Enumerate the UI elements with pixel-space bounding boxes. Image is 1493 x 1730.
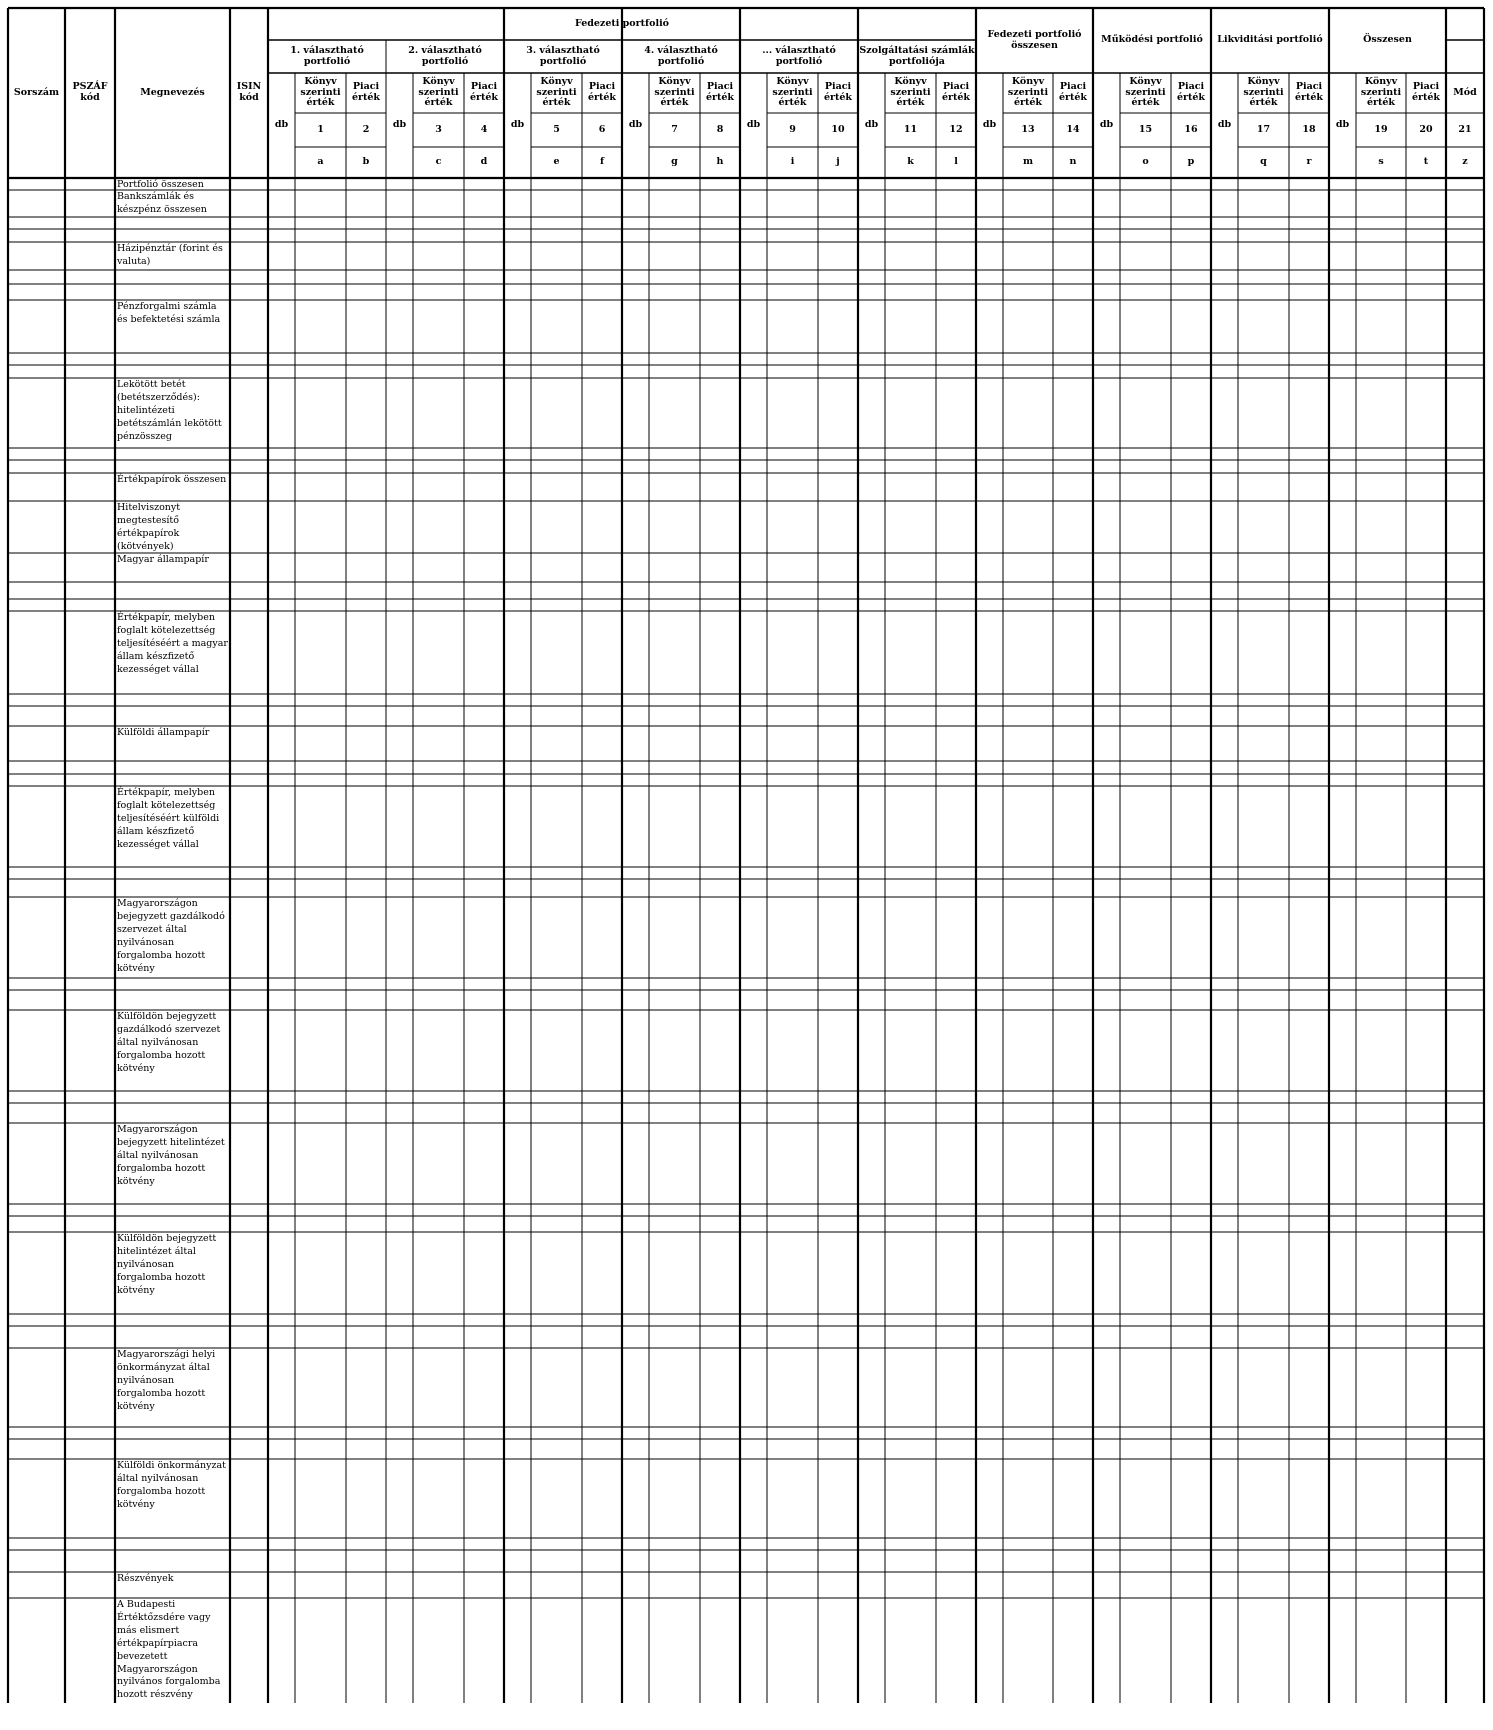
header-colletter-20: t xyxy=(1423,156,1429,168)
header-db-6: db xyxy=(864,119,879,131)
header-colnum-19: 19 xyxy=(1374,123,1388,135)
header-isin-kod: ISIN kód xyxy=(236,81,262,103)
row-label: Magyarországon bejegyzett gazdálkodó szervezet által nyilvánosan forgalomba hozott kötvény xyxy=(117,898,225,974)
header-piaci-2: Piaci érték xyxy=(469,81,499,103)
header-colletter-5: e xyxy=(553,156,560,168)
header-piaci-5: Piaci érték xyxy=(823,81,853,103)
header-colletter-16: p xyxy=(1187,156,1195,168)
row-label xyxy=(115,879,230,897)
row-label: Magyarországon bejegyzett hitelintézet által nyilvánosan forgalomba hozott kötvény xyxy=(117,1124,225,1187)
row-label xyxy=(115,706,230,726)
header-colletter-17: q xyxy=(1260,156,1267,168)
header-colnum-10: 10 xyxy=(831,123,845,135)
header-mukodesi-portfolio: Működési portfolió xyxy=(1101,34,1203,46)
row-label xyxy=(115,229,230,242)
header-db-2: db xyxy=(392,119,407,131)
row-label: Külföldön bejegyzett gazdálkodó szervezet által nyilvánosan forgalomba hozott kötvény xyxy=(117,1011,221,1074)
header-colletter-21: z xyxy=(1462,156,1468,168)
row-label xyxy=(115,1314,230,1326)
row-label: Külföldi önkormányzat által nyilvánosan forgalomba hozott kötvény xyxy=(117,1460,226,1510)
header-colletter-13: m xyxy=(1022,156,1034,168)
row-label xyxy=(115,365,230,378)
row-label: Hitelviszonyt megtestesítő értékpapírok (kötvények) xyxy=(117,502,181,552)
row-label xyxy=(115,448,230,460)
row-label: Pénzforgalmi számla és befektetési számla xyxy=(117,301,221,325)
header-colnum-2: 2 xyxy=(362,123,370,135)
header-colletter-11: k xyxy=(907,156,914,168)
header-db-8: db xyxy=(1099,119,1114,131)
row-label xyxy=(115,694,230,706)
header-konyv-4: Könyv szerinti érték xyxy=(654,76,695,109)
header-portfolio-1: 1. választható portfolió xyxy=(290,44,364,67)
header-konyv-10: Könyv szerinti érték xyxy=(1360,76,1402,109)
row-label: Részvények xyxy=(117,1573,174,1584)
header-piaci-8: Piaci érték xyxy=(1176,81,1206,103)
header-colnum-3: 3 xyxy=(435,123,442,135)
row-label xyxy=(115,990,230,1010)
row-label xyxy=(115,270,230,284)
header-osszesen: Összesen xyxy=(1363,34,1412,46)
header-konyv-2: Könyv szerinti érték xyxy=(418,76,459,109)
header-colnum-1: 1 xyxy=(317,123,324,135)
header-colnum-7: 7 xyxy=(671,123,678,135)
header-colnum-18: 18 xyxy=(1302,123,1316,135)
header-portfolio-4: 4. választható portfolió xyxy=(644,44,718,67)
header-colnum-13: 13 xyxy=(1021,123,1035,135)
header-colnum-20: 20 xyxy=(1419,123,1433,135)
header-colletter-2: b xyxy=(362,156,370,168)
header-pszaf-kod: PSZÁF kód xyxy=(72,81,108,103)
header-colletter-14: n xyxy=(1069,156,1077,168)
header-colletter-12: l xyxy=(954,156,958,168)
header-megnevezes: Megnevezés xyxy=(140,86,205,98)
row-label: Értékpapírok összesen xyxy=(117,474,227,485)
header-konyv-5: Könyv szerinti érték xyxy=(772,76,813,109)
header-portfolio-2: 2. választható portfolió xyxy=(408,44,482,67)
row-label: Értékpapír, melyben foglalt kötelezettség teljesítéséért külföldi állam készfizető kezességet vállal xyxy=(117,787,220,850)
row-label xyxy=(115,284,230,300)
header-db-5: db xyxy=(746,119,761,131)
header-colnum-4: 4 xyxy=(480,123,488,135)
row-label xyxy=(115,1427,230,1439)
row-label: Külföldön bejegyzett hitelintézet által nyilvánosan forgalomba hozott kötvény xyxy=(117,1233,217,1296)
header-colnum-11: 11 xyxy=(903,123,918,135)
header-portfolio-6: Szolgáltatási számlák portfoliója xyxy=(859,44,975,67)
header-db-7: db xyxy=(982,119,997,131)
header-konyv-3: Könyv szerinti érték xyxy=(536,76,577,109)
header-db-9: db xyxy=(1217,119,1232,131)
header-fedezeti-portfolio: Fedezeti portfolió xyxy=(574,17,670,29)
header-colnum-6: 6 xyxy=(598,123,606,135)
header-colnum-12: 12 xyxy=(949,123,963,135)
row-label: Magyarországi helyi önkormányzat által nyilvánosan forgalomba hozott kötvény xyxy=(117,1349,216,1412)
row-label: Házipénztár (forint és valuta) xyxy=(117,243,223,267)
header-piaci-3: Piaci érték xyxy=(587,81,617,103)
row-label xyxy=(115,217,230,229)
header-colnum-5: 5 xyxy=(553,123,560,135)
header-piaci-4: Piaci érték xyxy=(705,81,735,103)
header-likviditasi-portfolio: Likviditási portfolió xyxy=(1217,34,1323,46)
row-label xyxy=(115,1326,230,1348)
row-label: Külföldi állampapír xyxy=(117,727,210,738)
header-db-3: db xyxy=(510,119,525,131)
header-colnum-8: 8 xyxy=(716,123,724,135)
row-label: Magyar állampapír xyxy=(117,554,209,565)
row-label: A Budapesti Értéktőzsdére vagy más elismert értékpapírpiacra bevezetett Magyarországon nyilvános forgalomba hozott részvény xyxy=(117,1599,221,1701)
row-label xyxy=(115,353,230,365)
row-label xyxy=(115,1103,230,1123)
row-label: Bankszámlák és készpénz összesen xyxy=(117,191,207,215)
row-label xyxy=(115,460,230,473)
header-piaci-9: Piaci érték xyxy=(1294,81,1324,103)
row-label xyxy=(115,978,230,990)
header-colletter-19: s xyxy=(1378,156,1384,168)
header-colletter-1: a xyxy=(317,156,324,168)
row-label xyxy=(115,1718,230,1730)
header-colnum-9: 9 xyxy=(789,123,796,135)
row-label xyxy=(115,599,230,611)
header-colletter-10: j xyxy=(836,156,840,168)
header-portfolio-5: ... választható portfolió xyxy=(762,44,836,67)
header-konyv-7: Könyv szerinti érték xyxy=(1007,76,1049,109)
row-label: Portfolió összesen xyxy=(117,179,204,190)
row-label xyxy=(115,1216,230,1232)
row-label xyxy=(115,1550,230,1572)
header-colletter-8: h xyxy=(716,156,724,168)
row-label xyxy=(115,582,230,599)
row-label xyxy=(115,867,230,879)
row-label xyxy=(115,1538,230,1550)
header-colnum-16: 16 xyxy=(1184,123,1198,135)
header-piaci-6: Piaci érték xyxy=(941,81,971,103)
header-piaci-7: Piaci érték xyxy=(1058,81,1088,103)
row-label xyxy=(115,1091,230,1103)
header-db-4: db xyxy=(628,119,643,131)
header-fedezeti-osszesen: Fedezeti portfolió összesen xyxy=(987,28,1082,51)
header-colnum-17: 17 xyxy=(1256,123,1271,135)
header-colletter-6: f xyxy=(599,156,605,168)
header-colletter-4: d xyxy=(480,156,488,168)
header-colnum-21: 21 xyxy=(1458,123,1472,135)
header-konyv-6: Könyv szerinti érték xyxy=(890,76,931,109)
header-konyv-1: Könyv szerinti érték xyxy=(300,76,341,109)
header-colnum-14: 14 xyxy=(1066,123,1080,135)
row-label xyxy=(115,761,230,774)
row-label xyxy=(115,1204,230,1216)
header-piaci-10: Piaci érték xyxy=(1411,81,1441,103)
header-konyv-9: Könyv szerinti érték xyxy=(1243,76,1284,109)
header-portfolio-3: 3. választható portfolió xyxy=(526,44,600,67)
header-colletter-9: i xyxy=(790,156,795,168)
row-label: Értékpapír, melyben foglalt kötelezettség teljesítéséért a magyar állam készfizető kezességet vállal xyxy=(117,612,228,675)
header-sorszam: Sorszám xyxy=(13,86,60,98)
row-label: Lekötött betét (betétszerződés): hitelintézeti betétszámlán lekötött pénzösszeg xyxy=(117,379,222,442)
row-label xyxy=(115,1439,230,1459)
header-piaci-1: Piaci érték xyxy=(351,81,381,103)
row-label xyxy=(115,774,230,786)
header-mod: Mód xyxy=(1453,86,1477,98)
header-colletter-18: r xyxy=(1306,156,1312,168)
header-db-10: db xyxy=(1335,119,1350,131)
header-colletter-7: g xyxy=(671,156,678,168)
header-colnum-15: 15 xyxy=(1138,123,1153,135)
row-label xyxy=(115,1706,230,1718)
header-konyv-8: Könyv szerinti érték xyxy=(1125,76,1166,109)
header-db-1: db xyxy=(274,119,289,131)
header-colletter-3: c xyxy=(435,156,442,168)
header-colletter-15: o xyxy=(1142,156,1149,168)
